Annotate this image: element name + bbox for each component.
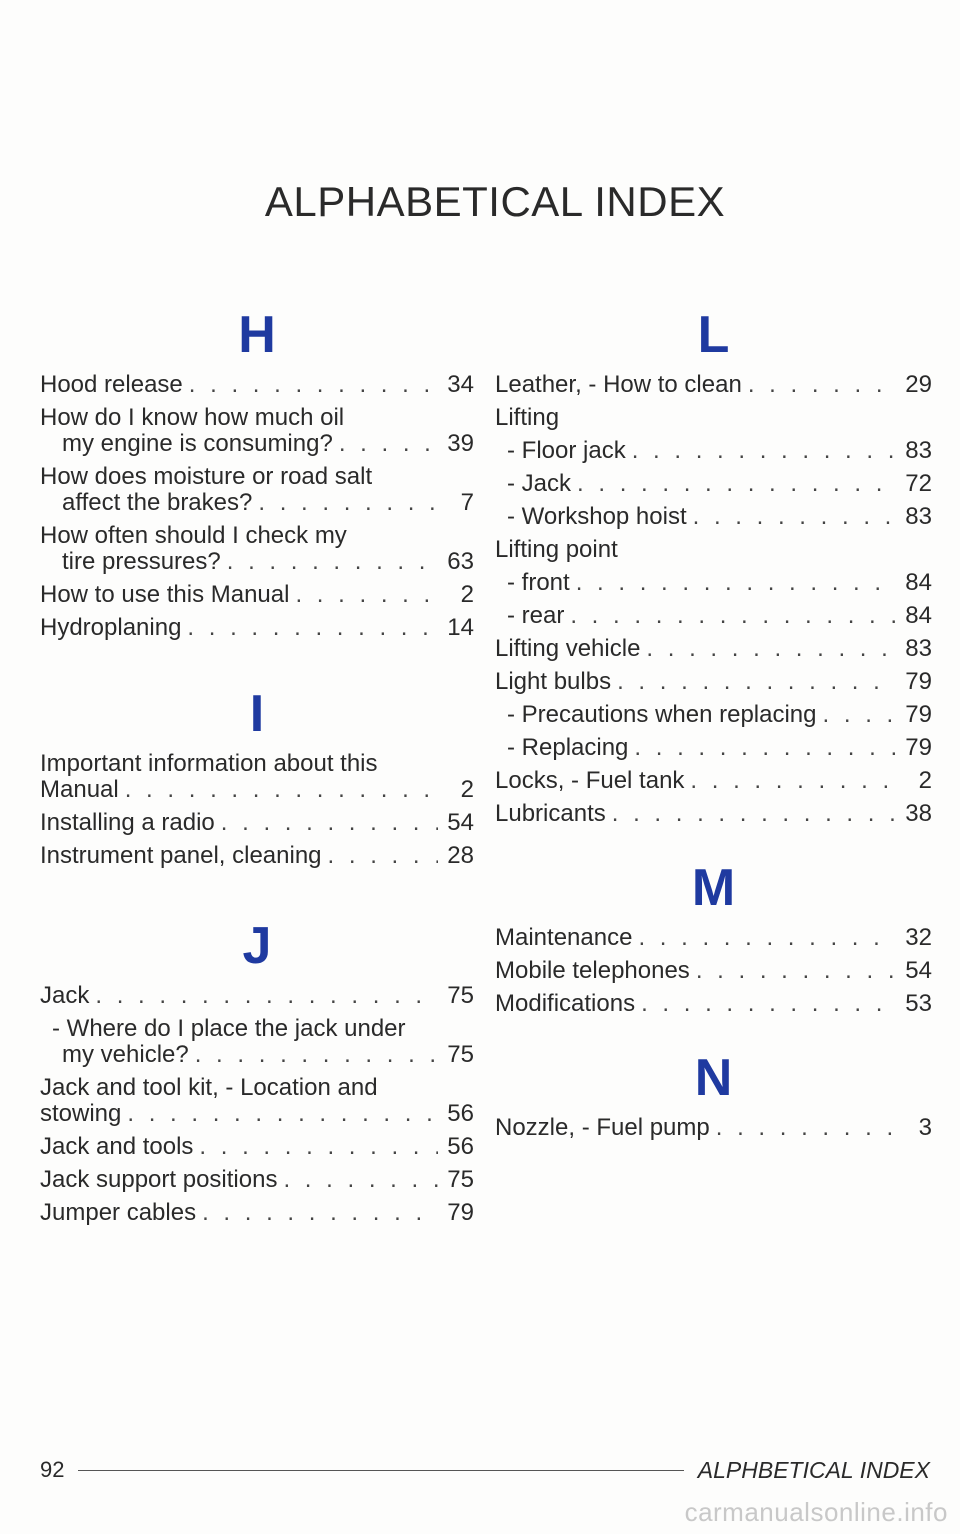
- entry-text: - Where do I place the jack under: [52, 1015, 406, 1042]
- leader-dots: [576, 570, 896, 596]
- entry-page-number: 84: [905, 602, 932, 629]
- entry-text: Hydroplaning: [40, 614, 182, 641]
- entry-page-number: 79: [447, 1199, 474, 1226]
- leader-dots: [258, 490, 438, 516]
- index-section: [40, 683, 474, 869]
- page-footer: [40, 1455, 930, 1485]
- entry-page-number: 72: [905, 470, 932, 497]
- entry-line: [40, 431, 474, 457]
- entry-line: [40, 582, 474, 608]
- entry-page-number: 79: [905, 734, 932, 761]
- leader-dots: [187, 615, 438, 641]
- leader-dots: [612, 801, 896, 827]
- entry-line: [495, 504, 932, 530]
- entry-text: Jack support positions: [40, 1166, 278, 1193]
- entry-text: - Workshop hoist: [507, 503, 687, 530]
- watermark: carmanualsonline.info: [684, 1497, 948, 1527]
- index-section: [40, 915, 474, 1226]
- entry-text: Important information about this: [40, 750, 378, 777]
- entry-line: [40, 777, 474, 803]
- index-entry: [40, 1200, 474, 1226]
- leader-dots: [823, 702, 896, 728]
- entry-text: How to use this Manual: [40, 581, 290, 608]
- index-entry: [40, 1075, 474, 1127]
- index-entry: [495, 570, 932, 596]
- entry-text: - front: [507, 569, 570, 596]
- entry-text: tire pressures?: [62, 548, 221, 575]
- index-entry: [40, 1134, 474, 1160]
- entry-text: Lifting point: [495, 536, 618, 563]
- leader-dots: [641, 991, 896, 1017]
- entry-page-number: 34: [447, 371, 474, 398]
- entry-line: [40, 1134, 474, 1160]
- entry-text: Nozzle, - Fuel pump: [495, 1114, 710, 1141]
- leader-dots: [577, 471, 896, 497]
- entry-page-number: 84: [905, 569, 932, 596]
- entry-line: [40, 1167, 474, 1193]
- entry-page-number: 7: [460, 489, 474, 516]
- entry-page-number: 83: [905, 635, 932, 662]
- entry-page-number: 79: [905, 701, 932, 728]
- section-letter: H: [238, 306, 276, 364]
- section-letter: N: [694, 1049, 733, 1107]
- entry-page-number: 53: [905, 990, 932, 1017]
- entry-text: Lifting vehicle: [495, 635, 641, 662]
- entry-page-number: 56: [447, 1100, 474, 1127]
- index-entry: [495, 504, 932, 530]
- entry-text: How does moisture or road salt: [40, 463, 373, 490]
- entry-line: [495, 958, 932, 984]
- entry-line: [495, 702, 932, 728]
- entry-text: Maintenance: [495, 924, 633, 951]
- entry-page-number: 54: [447, 809, 474, 836]
- index-entry: [40, 983, 474, 1009]
- entry-line: [495, 471, 932, 497]
- index-entry: [495, 372, 932, 398]
- index-column-right: [495, 300, 932, 1148]
- leader-dots: [295, 582, 438, 608]
- index-entry: [495, 702, 932, 728]
- entry-page-number: 29: [905, 371, 932, 398]
- index-entry: [495, 991, 932, 1017]
- index-entry: [495, 669, 932, 695]
- entry-line: [495, 735, 932, 761]
- leader-dots: [189, 372, 438, 398]
- entry-line: [40, 1101, 474, 1127]
- entry-page-number: 39: [447, 430, 474, 457]
- entry-line: [495, 537, 932, 563]
- leader-dots: [339, 431, 438, 457]
- entry-page-number: 14: [447, 614, 474, 641]
- index-section: [495, 857, 932, 1017]
- leader-dots: [693, 504, 896, 530]
- entry-page-number: 54: [905, 957, 932, 984]
- page-title: ALPHABETICAL INDEX: [264, 178, 726, 225]
- leader-dots: [221, 810, 438, 836]
- entry-line: [40, 549, 474, 575]
- index-column-left: [40, 300, 474, 1233]
- entry-line: [495, 669, 932, 695]
- entry-page-number: 83: [905, 437, 932, 464]
- section-letter: I: [249, 685, 265, 743]
- index-entry: [40, 751, 474, 803]
- section-letter: J: [242, 917, 272, 975]
- entry-text: Jack: [40, 982, 90, 1009]
- entry-line: [495, 372, 932, 398]
- index-section: [495, 304, 932, 827]
- index-entry: [40, 582, 474, 608]
- entry-line: [495, 768, 932, 794]
- entry-page-number: 2: [460, 581, 474, 608]
- index-entry: [495, 603, 932, 629]
- leader-dots: [716, 1115, 896, 1141]
- leader-dots: [632, 438, 896, 464]
- entry-text: Jumper cables: [40, 1199, 197, 1226]
- leader-dots: [127, 1101, 438, 1127]
- entry-text: - Floor jack: [507, 437, 626, 464]
- leader-dots: [638, 925, 896, 951]
- entry-line: [495, 1115, 932, 1141]
- index-entry: [40, 1016, 474, 1068]
- index-entry: [40, 523, 474, 575]
- entry-line: [495, 438, 932, 464]
- entry-page-number: 79: [905, 668, 932, 695]
- entry-page-number: 56: [447, 1133, 474, 1160]
- leader-dots: [570, 603, 896, 629]
- entry-line: [495, 405, 932, 431]
- entry-text: Locks, - Fuel tank: [495, 767, 685, 794]
- entry-text: How do I know how much oil: [40, 404, 345, 431]
- index-entry: [40, 1167, 474, 1193]
- entry-text: Installing a radio: [40, 809, 215, 836]
- entry-line: [40, 1042, 474, 1068]
- entry-text: - Replacing: [507, 734, 629, 761]
- leader-dots: [125, 777, 438, 803]
- entry-page-number: 28: [447, 842, 474, 869]
- leader-dots: [195, 1042, 438, 1068]
- entry-text: - rear: [507, 602, 565, 629]
- index-entry: [495, 537, 932, 563]
- entry-page-number: 75: [447, 1041, 474, 1068]
- index-entry: [40, 405, 474, 457]
- entry-page-number: 2: [918, 767, 932, 794]
- section-letter: L: [697, 306, 730, 364]
- index-entry: [495, 925, 932, 951]
- leader-dots: [646, 636, 896, 662]
- index-entry: [495, 958, 932, 984]
- leader-dots: [328, 843, 438, 869]
- entry-line: [40, 615, 474, 641]
- footer-rule: [78, 1470, 683, 1471]
- entry-text: Leather, - How to clean: [495, 371, 742, 398]
- entry-page-number: 83: [905, 503, 932, 530]
- entry-text: Lifting: [495, 404, 560, 431]
- entry-text: Hood release: [40, 371, 183, 398]
- index-entry: [495, 438, 932, 464]
- leader-dots: [690, 768, 896, 794]
- entry-page-number: 38: [905, 800, 932, 827]
- leader-dots: [202, 1200, 438, 1226]
- entry-line: [495, 636, 932, 662]
- entry-page-number: 3: [918, 1114, 932, 1141]
- leader-dots: [617, 669, 896, 695]
- index-entry: [495, 768, 932, 794]
- entry-page-number: 63: [447, 548, 474, 575]
- entry-line: [40, 372, 474, 398]
- entry-text: Jack and tool kit, - Location and: [40, 1074, 378, 1101]
- leader-dots: [696, 958, 896, 984]
- entry-line: [40, 810, 474, 836]
- index-section: [40, 304, 474, 641]
- index-entry: [40, 372, 474, 398]
- entry-line: [495, 570, 932, 596]
- leader-dots: [748, 372, 896, 398]
- entry-text: Modifications: [495, 990, 636, 1017]
- index-entry: [40, 464, 474, 516]
- entry-text: How often should I check my: [40, 522, 347, 549]
- entry-line: [495, 801, 932, 827]
- entry-line: [495, 925, 932, 951]
- entry-line: [40, 983, 474, 1009]
- entry-text: Lubricants: [495, 800, 606, 827]
- entry-text: affect the brakes?: [62, 489, 253, 516]
- entry-line: [40, 1200, 474, 1226]
- index-entry: [40, 843, 474, 869]
- entry-line: [495, 991, 932, 1017]
- index-entry: [495, 801, 932, 827]
- page-number: 92: [40, 1457, 65, 1482]
- index-entry: [40, 810, 474, 836]
- entry-page-number: 2: [460, 776, 474, 803]
- entry-text: Jack and tools: [40, 1133, 194, 1160]
- leader-dots: [199, 1134, 438, 1160]
- footer-title: ALPHBETICAL INDEX: [697, 1456, 930, 1483]
- entry-line: [40, 490, 474, 516]
- leader-dots: [283, 1167, 438, 1193]
- entry-text: my engine is consuming?: [62, 430, 333, 457]
- index-entry: [495, 636, 932, 662]
- entry-text: - Jack: [507, 470, 572, 497]
- entry-text: Manual: [40, 776, 119, 803]
- entry-text: - Precautions when replacing: [507, 701, 817, 728]
- entry-text: Mobile telephones: [495, 957, 690, 984]
- entry-page-number: 75: [447, 982, 474, 1009]
- entry-text: stowing: [40, 1100, 122, 1127]
- index-entry: [495, 1115, 932, 1141]
- entry-line: [495, 603, 932, 629]
- entry-text: my vehicle?: [62, 1041, 189, 1068]
- leader-dots: [227, 549, 438, 575]
- entry-text: Light bulbs: [495, 668, 612, 695]
- leader-dots: [95, 983, 438, 1009]
- entry-page-number: 32: [905, 924, 932, 951]
- index-entry: [495, 735, 932, 761]
- leader-dots: [634, 735, 896, 761]
- index-section: [495, 1047, 932, 1141]
- section-letter: M: [691, 859, 736, 917]
- entry-line: [40, 843, 474, 869]
- entry-text: Instrument panel, cleaning: [40, 842, 322, 869]
- index-entry: [495, 471, 932, 497]
- index-entry: [495, 405, 932, 431]
- index-entry: [40, 615, 474, 641]
- entry-page-number: 75: [447, 1166, 474, 1193]
